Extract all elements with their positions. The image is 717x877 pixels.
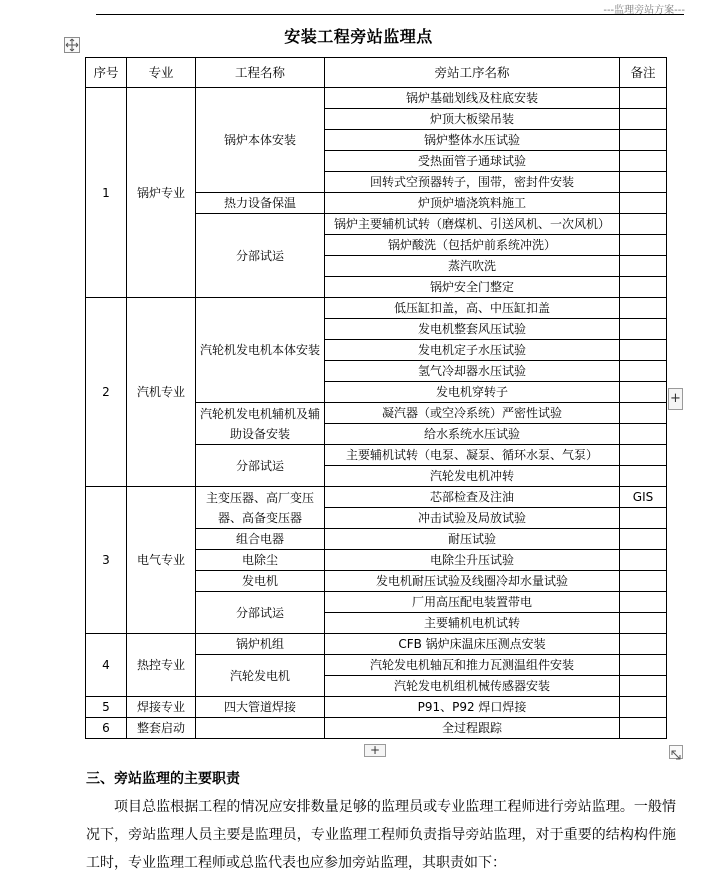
header-note: ---监理旁站方案--- [603,5,685,16]
cell-major: 电气专业 [127,487,196,634]
table-row [86,634,667,655]
cell-process: 锅炉酸洗（包括炉前系统冲洗） [325,235,620,256]
cell-remark [620,151,667,172]
cell-process: 锅炉主要辅机试转（磨煤机、引送风机、一次风机） [325,214,620,235]
cell-major: 热控专业 [127,634,196,697]
cell-no: 5 [86,697,127,718]
cell-project: 锅炉机组 [196,634,325,655]
cell-process: 蒸汽吹洗 [325,256,620,277]
cell-process: 全过程跟踪 [325,718,620,739]
cell-project [196,718,325,739]
cell-process: 芯部检查及注油 [325,487,620,508]
cell-project: 分部试运 [196,445,325,487]
document-title: 安装工程旁站监理点 [284,27,433,46]
cell-process: 回转式空预器转子，围带，密封件安装 [325,172,620,193]
cell-project: 组合电器 [196,529,325,550]
cell-process: 发电机整套风压试验 [325,319,620,340]
cell-remark [620,592,667,613]
cell-remark [620,88,667,109]
cell-process: P91、P92 焊口焊接 [325,697,620,718]
table-row [86,718,667,739]
table-row [86,298,667,319]
table-row [86,697,667,718]
cell-process: 炉顶炉墙浇筑料施工 [325,193,620,214]
cell-remark [620,697,667,718]
header-no: 序号 [86,58,127,88]
cell-remark [620,466,667,487]
cell-major: 焊接专业 [127,697,196,718]
cell-project: 锅炉本体安装 [196,88,325,193]
cell-remark: GIS [620,487,667,508]
cell-process: 锅炉整体水压试验 [325,130,620,151]
cell-remark [620,571,667,592]
cell-remark [620,634,667,655]
supervision-points-table [85,57,667,739]
cell-process: 低压缸扣盖，高、中压缸扣盖 [325,298,620,319]
cell-remark [620,613,667,634]
cell-project: 电除尘 [196,550,325,571]
add-row-button[interactable]: + [364,744,386,757]
cell-process: 冲击试验及局放试验 [325,508,620,529]
cell-major: 锅炉专业 [127,88,196,298]
cell-project: 分部试运 [196,214,325,298]
cell-no: 4 [86,634,127,697]
cell-remark [620,277,667,298]
cell-process: 电除尘升压试验 [325,550,620,571]
cell-remark [620,361,667,382]
cell-process: 厂用高压配电装置带电 [325,592,620,613]
cell-no: 6 [86,718,127,739]
table-row [86,88,667,109]
cell-process: 凝汽器（或空冷系统）严密性试验 [325,403,620,424]
cell-no: 3 [86,487,127,634]
cell-process: 汽轮发电机轴瓦和推力瓦测温组件安装 [325,655,620,676]
header-process: 旁站工序名称 [325,58,620,88]
cell-process: 锅炉安全门整定 [325,277,620,298]
cell-remark [620,214,667,235]
cell-process: 氢气冷却器水压试验 [325,361,620,382]
cell-project: 热力设备保温 [196,193,325,214]
cell-process: 耐压试验 [325,529,620,550]
cell-remark [620,340,667,361]
cell-remark [620,445,667,466]
cell-remark [620,298,667,319]
cell-remark [620,193,667,214]
cell-remark [620,130,667,151]
cell-process: 汽轮发电机组机械传感器安装 [325,676,620,697]
header-project: 工程名称 [196,58,325,88]
cell-remark [620,319,667,340]
cell-process: 受热面管子通球试验 [325,151,620,172]
cell-remark [620,529,667,550]
cell-remark [620,676,667,697]
cell-major: 整套启动 [127,718,196,739]
cell-process: 锅炉基础划线及柱底安装 [325,88,620,109]
cell-process: 发电机定子水压试验 [325,340,620,361]
cell-no: 1 [86,88,127,298]
cell-project: 汽轮发电机 [196,655,325,697]
cell-process: CFB 锅炉床温床压测点安装 [325,634,620,655]
cell-remark [620,718,667,739]
cell-process: 主要辅机试转（电泵、凝泵、循环水泵、气泵） [325,445,620,466]
table-resize-handle-icon[interactable] [669,745,683,759]
body-paragraph: 项目总监根据工程的情况应安排数量足够的监理员或专业监理工程师进行旁站监理。一般情况下，旁站监理人员主要是监理员，专业监理工程师负责指导旁站监理，对于重要的结构构件施工时，专业监理工程师或总监代表也应参加旁站监理，其职责如下： [86,799,676,871]
section-heading: 三、旁站监理的主要职责 [86,771,240,787]
header-divider [96,14,684,15]
cell-major: 汽机专业 [127,298,196,487]
cell-process: 炉顶大板梁吊装 [325,109,620,130]
cell-remark [620,655,667,676]
cell-process: 发电机穿转子 [325,382,620,403]
table-header-row [86,58,667,88]
cell-process: 主要辅机电机试转 [325,613,620,634]
cell-remark [620,172,667,193]
cell-project: 四大管道焊接 [196,697,325,718]
header-major: 专业 [127,58,196,88]
cell-process: 给水系统水压试验 [325,424,620,445]
cell-remark [620,550,667,571]
cell-project: 分部试运 [196,592,325,634]
cell-process: 汽轮发电机冲转 [325,466,620,487]
cell-remark [620,235,667,256]
cell-project: 汽轮机发电机辅机及辅助设备安装 [196,403,325,445]
cell-remark [620,403,667,424]
table-row [86,487,667,508]
cell-project: 主变压器、高厂变压器、高备变压器 [196,487,325,529]
cell-remark [620,508,667,529]
cell-remark [620,424,667,445]
cell-project: 汽轮机发电机本体安装 [196,298,325,403]
cell-project: 发电机 [196,571,325,592]
cell-remark [620,109,667,130]
cell-process: 发电机耐压试验及线圈冷却水量试验 [325,571,620,592]
add-column-button[interactable]: + [668,388,683,410]
header-remark: 备注 [620,58,667,88]
cell-remark [620,256,667,277]
cell-no: 2 [86,298,127,487]
cell-remark [620,382,667,403]
